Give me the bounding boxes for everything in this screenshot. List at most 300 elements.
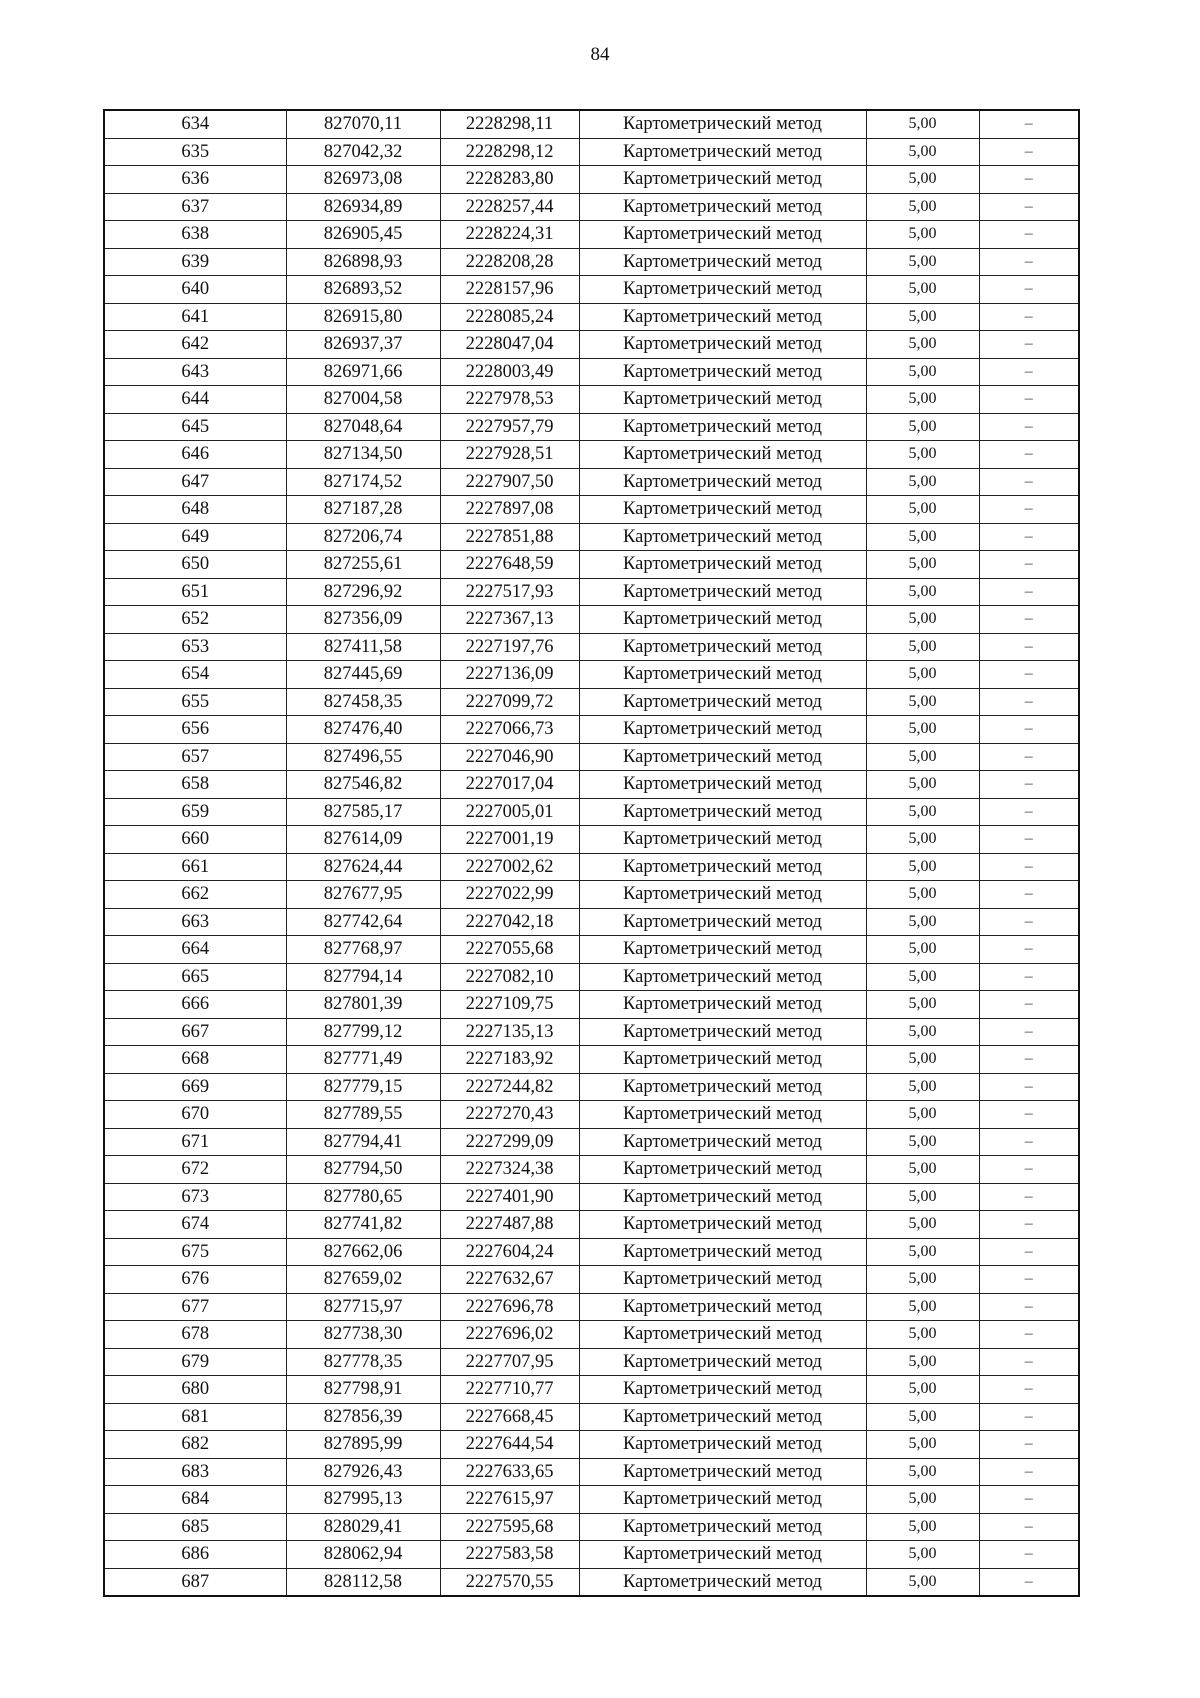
method-cell: Картометрический метод (579, 1046, 866, 1074)
y-coordinate-cell: 2227517,93 (440, 578, 579, 606)
error-cell: 5,00 (866, 1018, 979, 1046)
y-coordinate-cell: 2227017,04 (440, 771, 579, 799)
note-cell: – (979, 1018, 1079, 1046)
error-cell: 5,00 (866, 386, 979, 414)
table-row (104, 881, 1079, 909)
table-row (104, 853, 1079, 881)
x-coordinate-cell: 827187,28 (286, 496, 440, 524)
note-cell: – (979, 1431, 1079, 1459)
table-row (104, 771, 1079, 799)
method-cell: Картометрический метод (579, 1266, 866, 1294)
error-cell: 5,00 (866, 331, 979, 359)
error-cell: 5,00 (866, 963, 979, 991)
point-number-cell: 655 (104, 688, 286, 716)
point-number-cell: 653 (104, 633, 286, 661)
method-cell: Картометрический метод (579, 991, 866, 1019)
method-cell: Картометрический метод (579, 1403, 866, 1431)
method-cell: Картометрический метод (579, 1431, 866, 1459)
point-number-cell: 635 (104, 138, 286, 166)
method-cell: Картометрический метод (579, 138, 866, 166)
note-cell: – (979, 166, 1079, 194)
method-cell: Картометрический метод (579, 1211, 866, 1239)
y-coordinate-cell: 2227570,55 (440, 1568, 579, 1596)
y-coordinate-cell: 2228224,31 (440, 221, 579, 249)
x-coordinate-cell: 826934,89 (286, 193, 440, 221)
y-coordinate-cell: 2227066,73 (440, 716, 579, 744)
x-coordinate-cell: 827779,15 (286, 1073, 440, 1101)
x-coordinate-cell: 827768,97 (286, 936, 440, 964)
y-coordinate-cell: 2227632,67 (440, 1266, 579, 1294)
x-coordinate-cell: 826937,37 (286, 331, 440, 359)
coordinates-table-body (104, 110, 1079, 1596)
point-number-cell: 656 (104, 716, 286, 744)
note-cell: – (979, 606, 1079, 634)
error-cell: 5,00 (866, 1541, 979, 1569)
x-coordinate-cell: 827624,44 (286, 853, 440, 881)
x-coordinate-cell: 827742,64 (286, 908, 440, 936)
table-row (104, 166, 1079, 194)
error-cell: 5,00 (866, 688, 979, 716)
method-cell: Картометрический метод (579, 331, 866, 359)
error-cell: 5,00 (866, 661, 979, 689)
y-coordinate-cell: 2227324,38 (440, 1156, 579, 1184)
y-coordinate-cell: 2227046,90 (440, 743, 579, 771)
x-coordinate-cell: 827780,65 (286, 1183, 440, 1211)
method-cell: Картометрический метод (579, 1513, 866, 1541)
note-cell: – (979, 276, 1079, 304)
error-cell: 5,00 (866, 1101, 979, 1129)
method-cell: Картометрический метод (579, 881, 866, 909)
note-cell: – (979, 1321, 1079, 1349)
x-coordinate-cell: 826893,52 (286, 276, 440, 304)
method-cell: Картометрический метод (579, 303, 866, 331)
point-number-cell: 658 (104, 771, 286, 799)
error-cell: 5,00 (866, 1046, 979, 1074)
table-row (104, 1266, 1079, 1294)
error-cell: 5,00 (866, 1376, 979, 1404)
table-row (104, 468, 1079, 496)
note-cell: – (979, 331, 1079, 359)
y-coordinate-cell: 2227001,19 (440, 826, 579, 854)
table-row (104, 1156, 1079, 1184)
y-coordinate-cell: 2228208,28 (440, 248, 579, 276)
method-cell: Картометрический метод (579, 1183, 866, 1211)
method-cell: Картометрический метод (579, 276, 866, 304)
error-cell: 5,00 (866, 1211, 979, 1239)
error-cell: 5,00 (866, 110, 979, 138)
method-cell: Картометрический метод (579, 386, 866, 414)
note-cell: – (979, 826, 1079, 854)
error-cell: 5,00 (866, 276, 979, 304)
point-number-cell: 657 (104, 743, 286, 771)
x-coordinate-cell: 827445,69 (286, 661, 440, 689)
note-cell: – (979, 1376, 1079, 1404)
point-number-cell: 680 (104, 1376, 286, 1404)
error-cell: 5,00 (866, 771, 979, 799)
method-cell: Картометрический метод (579, 1458, 866, 1486)
y-coordinate-cell: 2227978,53 (440, 386, 579, 414)
y-coordinate-cell: 2227928,51 (440, 441, 579, 469)
x-coordinate-cell: 827356,09 (286, 606, 440, 634)
note-cell: – (979, 303, 1079, 331)
point-number-cell: 643 (104, 358, 286, 386)
note-cell: – (979, 1266, 1079, 1294)
error-cell: 5,00 (866, 551, 979, 579)
error-cell: 5,00 (866, 1486, 979, 1514)
y-coordinate-cell: 2227005,01 (440, 798, 579, 826)
error-cell: 5,00 (866, 578, 979, 606)
method-cell: Картометрический метод (579, 1541, 866, 1569)
error-cell: 5,00 (866, 468, 979, 496)
table-row (104, 633, 1079, 661)
note-cell: – (979, 1486, 1079, 1514)
table-row (104, 413, 1079, 441)
y-coordinate-cell: 2227583,58 (440, 1541, 579, 1569)
error-cell: 5,00 (866, 1403, 979, 1431)
y-coordinate-cell: 2227055,68 (440, 936, 579, 964)
point-number-cell: 639 (104, 248, 286, 276)
table-row (104, 551, 1079, 579)
x-coordinate-cell: 827004,58 (286, 386, 440, 414)
error-cell: 5,00 (866, 1238, 979, 1266)
note-cell: – (979, 798, 1079, 826)
method-cell: Картометрический метод (579, 110, 866, 138)
error-cell: 5,00 (866, 358, 979, 386)
y-coordinate-cell: 2227615,97 (440, 1486, 579, 1514)
x-coordinate-cell: 827895,99 (286, 1431, 440, 1459)
method-cell: Картометрический метод (579, 1376, 866, 1404)
note-cell: – (979, 716, 1079, 744)
note-cell: – (979, 881, 1079, 909)
table-row (104, 1348, 1079, 1376)
point-number-cell: 662 (104, 881, 286, 909)
table-row (104, 716, 1079, 744)
point-number-cell: 668 (104, 1046, 286, 1074)
table-row (104, 1238, 1079, 1266)
method-cell: Картометрический метод (579, 248, 866, 276)
y-coordinate-cell: 2227042,18 (440, 908, 579, 936)
point-number-cell: 659 (104, 798, 286, 826)
point-number-cell: 646 (104, 441, 286, 469)
point-number-cell: 687 (104, 1568, 286, 1596)
y-coordinate-cell: 2227633,65 (440, 1458, 579, 1486)
note-cell: – (979, 496, 1079, 524)
y-coordinate-cell: 2227299,09 (440, 1128, 579, 1156)
point-number-cell: 663 (104, 908, 286, 936)
note-cell: – (979, 523, 1079, 551)
y-coordinate-cell: 2227135,13 (440, 1018, 579, 1046)
method-cell: Картометрический метод (579, 1568, 866, 1596)
y-coordinate-cell: 2228283,80 (440, 166, 579, 194)
table-row (104, 606, 1079, 634)
error-cell: 5,00 (866, 1183, 979, 1211)
point-number-cell: 654 (104, 661, 286, 689)
table-row (104, 386, 1079, 414)
point-number-cell: 670 (104, 1101, 286, 1129)
method-cell: Картометрический метод (579, 468, 866, 496)
point-number-cell: 650 (104, 551, 286, 579)
x-coordinate-cell: 827738,30 (286, 1321, 440, 1349)
table-row (104, 138, 1079, 166)
x-coordinate-cell: 827585,17 (286, 798, 440, 826)
x-coordinate-cell: 827794,50 (286, 1156, 440, 1184)
table-row (104, 1431, 1079, 1459)
method-cell: Картометрический метод (579, 606, 866, 634)
note-cell: – (979, 1403, 1079, 1431)
table-row (104, 798, 1079, 826)
x-coordinate-cell: 826971,66 (286, 358, 440, 386)
method-cell: Картометрический метод (579, 688, 866, 716)
x-coordinate-cell: 827206,74 (286, 523, 440, 551)
error-cell: 5,00 (866, 166, 979, 194)
x-coordinate-cell: 827458,35 (286, 688, 440, 716)
table-row (104, 221, 1079, 249)
method-cell: Картометрический метод (579, 413, 866, 441)
table-row (104, 496, 1079, 524)
table-row (104, 743, 1079, 771)
point-number-cell: 660 (104, 826, 286, 854)
error-cell: 5,00 (866, 1348, 979, 1376)
x-coordinate-cell: 827794,41 (286, 1128, 440, 1156)
point-number-cell: 652 (104, 606, 286, 634)
note-cell: – (979, 1183, 1079, 1211)
method-cell: Картометрический метод (579, 1486, 866, 1514)
point-number-cell: 675 (104, 1238, 286, 1266)
y-coordinate-cell: 2227082,10 (440, 963, 579, 991)
error-cell: 5,00 (866, 138, 979, 166)
table-row (104, 826, 1079, 854)
note-cell: – (979, 248, 1079, 276)
x-coordinate-cell: 827411,58 (286, 633, 440, 661)
method-cell: Картометрический метод (579, 716, 866, 744)
error-cell: 5,00 (866, 826, 979, 854)
y-coordinate-cell: 2227707,95 (440, 1348, 579, 1376)
x-coordinate-cell: 827677,95 (286, 881, 440, 909)
point-number-cell: 665 (104, 963, 286, 991)
method-cell: Картометрический метод (579, 551, 866, 579)
x-coordinate-cell: 827048,64 (286, 413, 440, 441)
point-number-cell: 676 (104, 1266, 286, 1294)
table-row (104, 908, 1079, 936)
y-coordinate-cell: 2228157,96 (440, 276, 579, 304)
table-row (104, 661, 1079, 689)
method-cell: Картометрический метод (579, 1348, 866, 1376)
x-coordinate-cell: 827794,14 (286, 963, 440, 991)
table-row (104, 1128, 1079, 1156)
table-row (104, 1486, 1079, 1514)
note-cell: – (979, 358, 1079, 386)
method-cell: Картометрический метод (579, 1101, 866, 1129)
note-cell: – (979, 633, 1079, 661)
error-cell: 5,00 (866, 193, 979, 221)
x-coordinate-cell: 827798,91 (286, 1376, 440, 1404)
table-row (104, 688, 1079, 716)
note-cell: – (979, 908, 1079, 936)
method-cell: Картометрический метод (579, 1156, 866, 1184)
point-number-cell: 679 (104, 1348, 286, 1376)
point-number-cell: 666 (104, 991, 286, 1019)
error-cell: 5,00 (866, 853, 979, 881)
y-coordinate-cell: 2227401,90 (440, 1183, 579, 1211)
error-cell: 5,00 (866, 413, 979, 441)
note-cell: – (979, 578, 1079, 606)
method-cell: Картометрический метод (579, 193, 866, 221)
x-coordinate-cell: 826915,80 (286, 303, 440, 331)
error-cell: 5,00 (866, 716, 979, 744)
point-number-cell: 684 (104, 1486, 286, 1514)
error-cell: 5,00 (866, 908, 979, 936)
error-cell: 5,00 (866, 743, 979, 771)
x-coordinate-cell: 827799,12 (286, 1018, 440, 1046)
note-cell: – (979, 1568, 1079, 1596)
table-row (104, 1541, 1079, 1569)
error-cell: 5,00 (866, 1458, 979, 1486)
table-row (104, 1183, 1079, 1211)
method-cell: Картометрический метод (579, 798, 866, 826)
table-row (104, 1403, 1079, 1431)
note-cell: – (979, 1348, 1079, 1376)
method-cell: Картометрический метод (579, 661, 866, 689)
y-coordinate-cell: 2227957,79 (440, 413, 579, 441)
point-number-cell: 678 (104, 1321, 286, 1349)
method-cell: Картометрический метод (579, 1293, 866, 1321)
note-cell: – (979, 853, 1079, 881)
error-cell: 5,00 (866, 1431, 979, 1459)
x-coordinate-cell: 827789,55 (286, 1101, 440, 1129)
point-number-cell: 642 (104, 331, 286, 359)
y-coordinate-cell: 2227270,43 (440, 1101, 579, 1129)
method-cell: Картометрический метод (579, 358, 866, 386)
note-cell: – (979, 1073, 1079, 1101)
y-coordinate-cell: 2227668,45 (440, 1403, 579, 1431)
note-cell: – (979, 110, 1079, 138)
note-cell: – (979, 1293, 1079, 1321)
table-row (104, 1046, 1079, 1074)
error-cell: 5,00 (866, 1568, 979, 1596)
y-coordinate-cell: 2228047,04 (440, 331, 579, 359)
table-row (104, 578, 1079, 606)
method-cell: Картометрический метод (579, 1073, 866, 1101)
x-coordinate-cell: 827778,35 (286, 1348, 440, 1376)
error-cell: 5,00 (866, 1321, 979, 1349)
error-cell: 5,00 (866, 633, 979, 661)
y-coordinate-cell: 2227109,75 (440, 991, 579, 1019)
note-cell: – (979, 1101, 1079, 1129)
table-row (104, 1211, 1079, 1239)
point-number-cell: 649 (104, 523, 286, 551)
error-cell: 5,00 (866, 606, 979, 634)
point-number-cell: 674 (104, 1211, 286, 1239)
method-cell: Картометрический метод (579, 1018, 866, 1046)
y-coordinate-cell: 2227710,77 (440, 1376, 579, 1404)
table-row (104, 276, 1079, 304)
table-row (104, 1018, 1079, 1046)
y-coordinate-cell: 2227907,50 (440, 468, 579, 496)
point-number-cell: 681 (104, 1403, 286, 1431)
note-cell: – (979, 1156, 1079, 1184)
y-coordinate-cell: 2227696,78 (440, 1293, 579, 1321)
x-coordinate-cell: 827662,06 (286, 1238, 440, 1266)
y-coordinate-cell: 2227183,92 (440, 1046, 579, 1074)
error-cell: 5,00 (866, 221, 979, 249)
method-cell: Картометрический метод (579, 221, 866, 249)
note-cell: – (979, 1238, 1079, 1266)
point-number-cell: 685 (104, 1513, 286, 1541)
error-cell: 5,00 (866, 1293, 979, 1321)
point-number-cell: 640 (104, 276, 286, 304)
note-cell: – (979, 1458, 1079, 1486)
point-number-cell: 686 (104, 1541, 286, 1569)
error-cell: 5,00 (866, 1156, 979, 1184)
point-number-cell: 671 (104, 1128, 286, 1156)
y-coordinate-cell: 2227897,08 (440, 496, 579, 524)
note-cell: – (979, 936, 1079, 964)
y-coordinate-cell: 2227244,82 (440, 1073, 579, 1101)
y-coordinate-cell: 2227367,13 (440, 606, 579, 634)
x-coordinate-cell: 827926,43 (286, 1458, 440, 1486)
table-row (104, 1568, 1079, 1596)
point-number-cell: 648 (104, 496, 286, 524)
table-row (104, 1293, 1079, 1321)
error-cell: 5,00 (866, 523, 979, 551)
x-coordinate-cell: 827771,49 (286, 1046, 440, 1074)
y-coordinate-cell: 2228298,11 (440, 110, 579, 138)
table-row (104, 1376, 1079, 1404)
error-cell: 5,00 (866, 248, 979, 276)
y-coordinate-cell: 2228298,12 (440, 138, 579, 166)
method-cell: Картометрический метод (579, 771, 866, 799)
x-coordinate-cell: 828062,94 (286, 1541, 440, 1569)
note-cell: – (979, 441, 1079, 469)
x-coordinate-cell: 827801,39 (286, 991, 440, 1019)
error-cell: 5,00 (866, 1128, 979, 1156)
note-cell: – (979, 1541, 1079, 1569)
y-coordinate-cell: 2227595,68 (440, 1513, 579, 1541)
note-cell: – (979, 1128, 1079, 1156)
x-coordinate-cell: 827715,97 (286, 1293, 440, 1321)
note-cell: – (979, 221, 1079, 249)
y-coordinate-cell: 2227604,24 (440, 1238, 579, 1266)
point-number-cell: 669 (104, 1073, 286, 1101)
table-row (104, 1073, 1079, 1101)
note-cell: – (979, 771, 1079, 799)
note-cell: – (979, 743, 1079, 771)
point-number-cell: 644 (104, 386, 286, 414)
method-cell: Картометрический метод (579, 523, 866, 551)
method-cell: Картометрический метод (579, 166, 866, 194)
x-coordinate-cell: 827659,02 (286, 1266, 440, 1294)
table-row (104, 331, 1079, 359)
table-row (104, 1321, 1079, 1349)
method-cell: Картометрический метод (579, 743, 866, 771)
x-coordinate-cell: 828112,58 (286, 1568, 440, 1596)
error-cell: 5,00 (866, 798, 979, 826)
y-coordinate-cell: 2227002,62 (440, 853, 579, 881)
y-coordinate-cell: 2227648,59 (440, 551, 579, 579)
method-cell: Картометрический метод (579, 1238, 866, 1266)
y-coordinate-cell: 2227851,88 (440, 523, 579, 551)
x-coordinate-cell: 827856,39 (286, 1403, 440, 1431)
point-number-cell: 638 (104, 221, 286, 249)
y-coordinate-cell: 2227136,09 (440, 661, 579, 689)
note-cell: – (979, 386, 1079, 414)
point-number-cell: 641 (104, 303, 286, 331)
point-number-cell: 651 (104, 578, 286, 606)
y-coordinate-cell: 2227022,99 (440, 881, 579, 909)
method-cell: Картометрический метод (579, 908, 866, 936)
table-row (104, 441, 1079, 469)
method-cell: Картометрический метод (579, 496, 866, 524)
